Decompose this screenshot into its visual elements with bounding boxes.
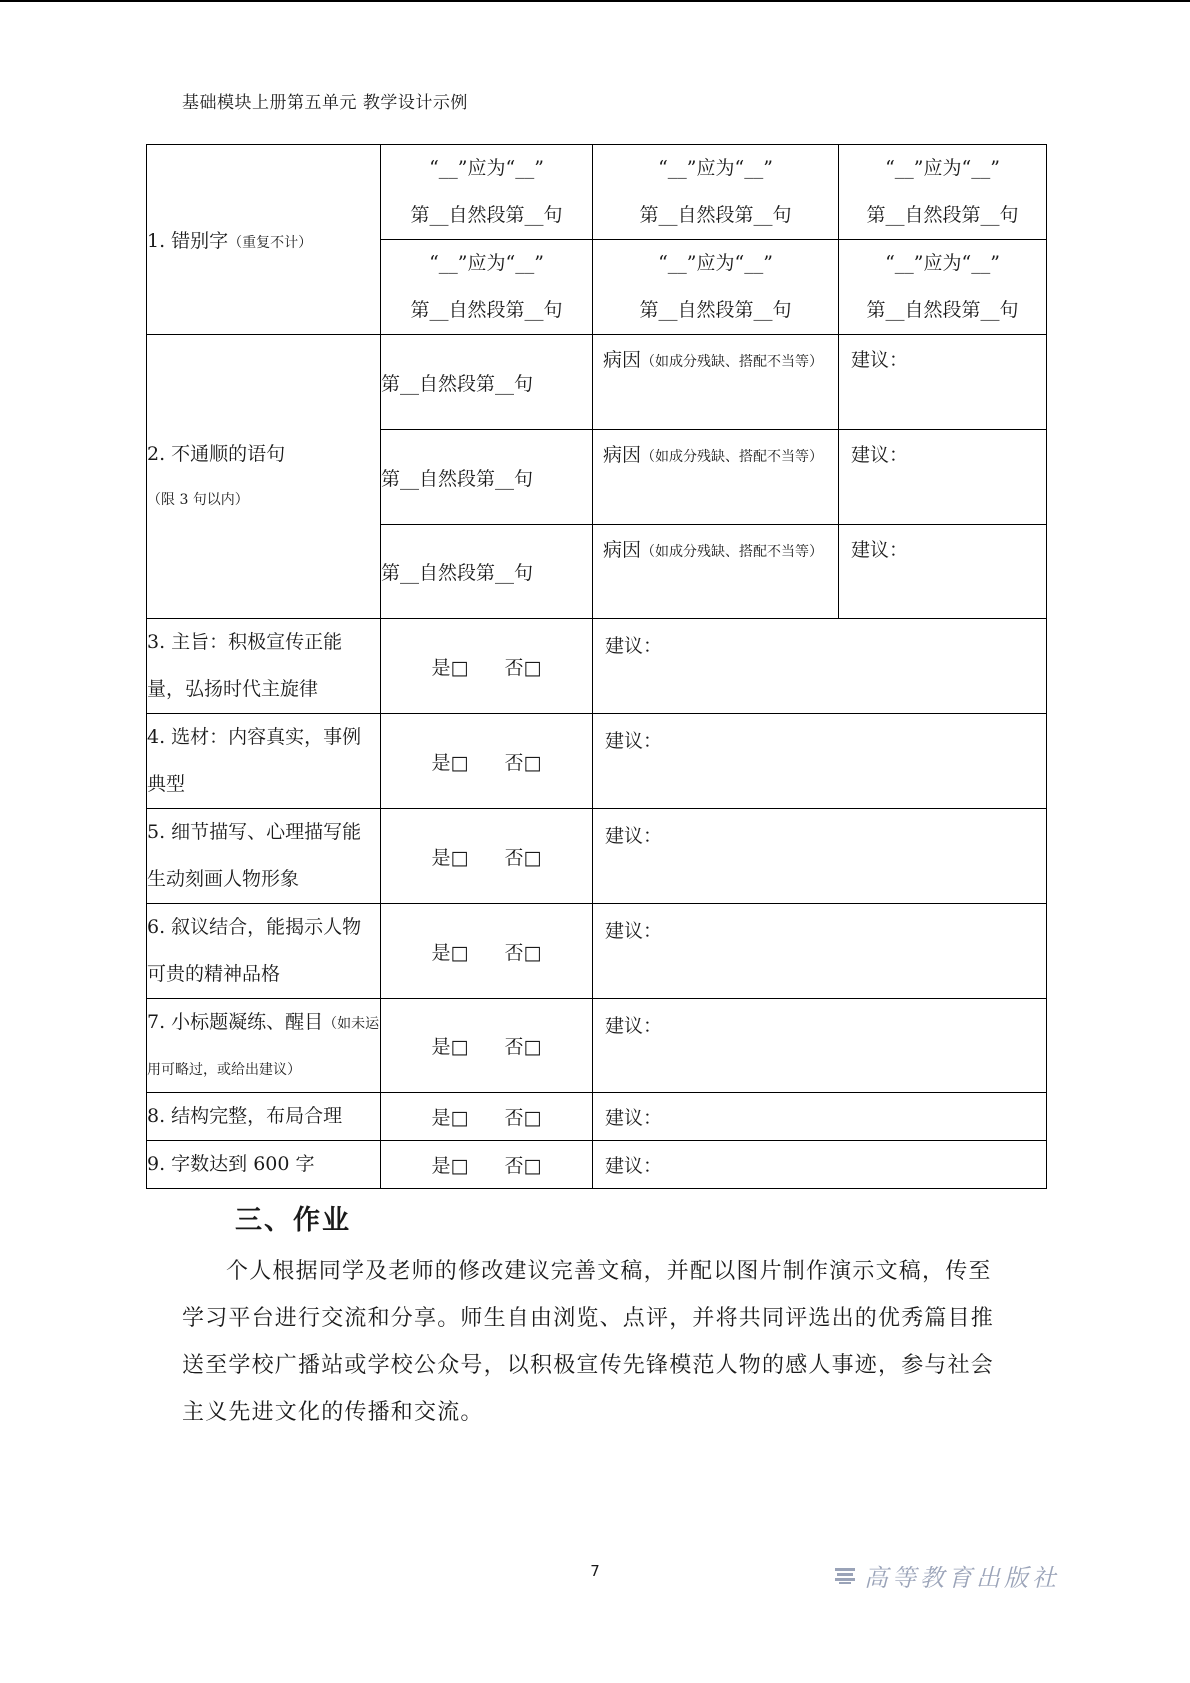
yes-no-choice [381, 809, 593, 904]
no-checkbox[interactable]: 否□ [504, 1155, 542, 1177]
sentence-label-cell [147, 335, 381, 619]
sentence-row [147, 335, 1047, 430]
sentence-cause[interactable]: 病因（如成分残缺、搭配不当等） [593, 430, 839, 525]
yes-checkbox[interactable]: 是□ [431, 1107, 469, 1129]
criterion-label: 5. 细节描写、心理描写能生动刻画人物形象 [147, 809, 381, 904]
criterion-row-4 [147, 714, 1047, 809]
suggestion-field[interactable]: 建议： [593, 809, 1047, 904]
yes-checkbox[interactable]: 是□ [431, 656, 469, 679]
sentence-note: （限 3 句以内） [147, 491, 249, 508]
suggestion-field[interactable]: 建议： [593, 904, 1047, 999]
sentence-advice[interactable]: 建议： [839, 430, 1047, 525]
no-checkbox[interactable]: 否□ [504, 941, 542, 964]
yes-checkbox[interactable]: 是□ [431, 1155, 469, 1177]
sentence-location[interactable]: 第__自然段第__句 [381, 335, 593, 430]
criterion-label: 9. 字数达到 600 字 [147, 1141, 381, 1189]
yes-checkbox[interactable]: 是□ [431, 941, 469, 964]
criterion-row-5 [147, 809, 1047, 904]
suggestion-field[interactable]: 建议： [593, 1141, 1047, 1189]
yes-no-choice [381, 714, 593, 809]
criterion-row-6 [147, 904, 1047, 999]
yes-no-choice [381, 904, 593, 999]
typo-entry[interactable]: “__”应为“__” 第__自然段第__句 [593, 240, 839, 335]
sentence-cause[interactable]: 病因（如成分残缺、搭配不当等） [593, 525, 839, 619]
running-header: 基础模块上册第五单元 教学设计示例 [182, 93, 468, 113]
criterion-row-3 [147, 619, 1047, 714]
typo-row [147, 145, 1047, 240]
typo-label-cell [147, 145, 381, 335]
typo-note: （重复不计） [228, 235, 313, 251]
yes-no-choice [381, 619, 593, 714]
sentence-location[interactable]: 第__自然段第__句 [381, 430, 593, 525]
typo-entry[interactable]: “__”应为“__” 第__自然段第__句 [839, 240, 1047, 335]
sentence-label: 2. 不通顺的语句 [147, 442, 286, 465]
no-checkbox[interactable]: 否□ [504, 1107, 542, 1129]
criterion-row-7 [147, 999, 1047, 1093]
no-checkbox[interactable]: 否□ [504, 656, 542, 679]
publisher-logo-icon [834, 1566, 856, 1586]
suggestion-field[interactable]: 建议： [593, 619, 1047, 714]
section-body: 个人根据同学及老师的修改建议完善文稿，并配以图片制作演示文稿，传至学习平台进行交流和分享。师生自由浏览、点评，并将共同评选出的优秀篇目推送至学校广播站或学校公众号，以积极宣传先锋模范人物的感人事迹，参与社会主义先进文化的传播和交流。 [182, 1259, 995, 1425]
criterion-row-8 [147, 1093, 1047, 1141]
yes-no-choice [381, 999, 593, 1093]
criterion-label: 4. 选材：内容真实，事例典型 [147, 714, 381, 809]
peer-review-table [146, 144, 1047, 1189]
yes-checkbox[interactable]: 是□ [431, 751, 469, 774]
no-checkbox[interactable]: 否□ [504, 1036, 542, 1058]
criterion-label: 3. 主旨：积极宣传正能量，弘扬时代主旋律 [147, 619, 381, 714]
yes-no-choice [381, 1141, 593, 1189]
typo-entry[interactable]: “__”应为“__” 第__自然段第__句 [381, 145, 593, 240]
yes-checkbox[interactable]: 是□ [431, 846, 469, 869]
no-checkbox[interactable]: 否□ [504, 846, 542, 869]
section-heading: 三、作业 [235, 1205, 351, 1236]
typo-entry[interactable]: “__”应为“__” 第__自然段第__句 [381, 240, 593, 335]
typo-label: 1. 错别字 [147, 230, 229, 252]
publisher-mark [834, 1558, 1060, 1593]
criterion-row-9 [147, 1141, 1047, 1189]
typo-entry[interactable]: “__”应为“__” 第__自然段第__句 [839, 145, 1047, 240]
sentence-location[interactable]: 第__自然段第__句 [381, 525, 593, 619]
page-number: 7 [590, 1562, 600, 1580]
typo-entry[interactable]: “__”应为“__” 第__自然段第__句 [593, 145, 839, 240]
yes-no-choice [381, 1093, 593, 1141]
sentence-advice[interactable]: 建议： [839, 335, 1047, 430]
criterion-label: 8. 结构完整，布局合理 [147, 1093, 381, 1141]
suggestion-field[interactable]: 建议： [593, 714, 1047, 809]
criterion-label: 7. 小标题凝练、醒目（如未运用可略过，或给出建议） [147, 999, 381, 1093]
no-checkbox[interactable]: 否□ [504, 751, 542, 774]
top-rule [0, 0, 1190, 2]
criterion-note: （如未运用可略过，或给出建议） [147, 1015, 380, 1078]
suggestion-field[interactable]: 建议： [593, 1093, 1047, 1141]
sentence-advice[interactable]: 建议： [839, 525, 1047, 619]
publisher-name: 高等教育出版社 [864, 1564, 1060, 1592]
criterion-label: 6. 叙议结合，能揭示人物可贵的精神品格 [147, 904, 381, 999]
sentence-cause[interactable]: 病因（如成分残缺、搭配不当等） [593, 335, 839, 430]
suggestion-field[interactable]: 建议： [593, 999, 1047, 1093]
yes-checkbox[interactable]: 是□ [431, 1036, 469, 1058]
